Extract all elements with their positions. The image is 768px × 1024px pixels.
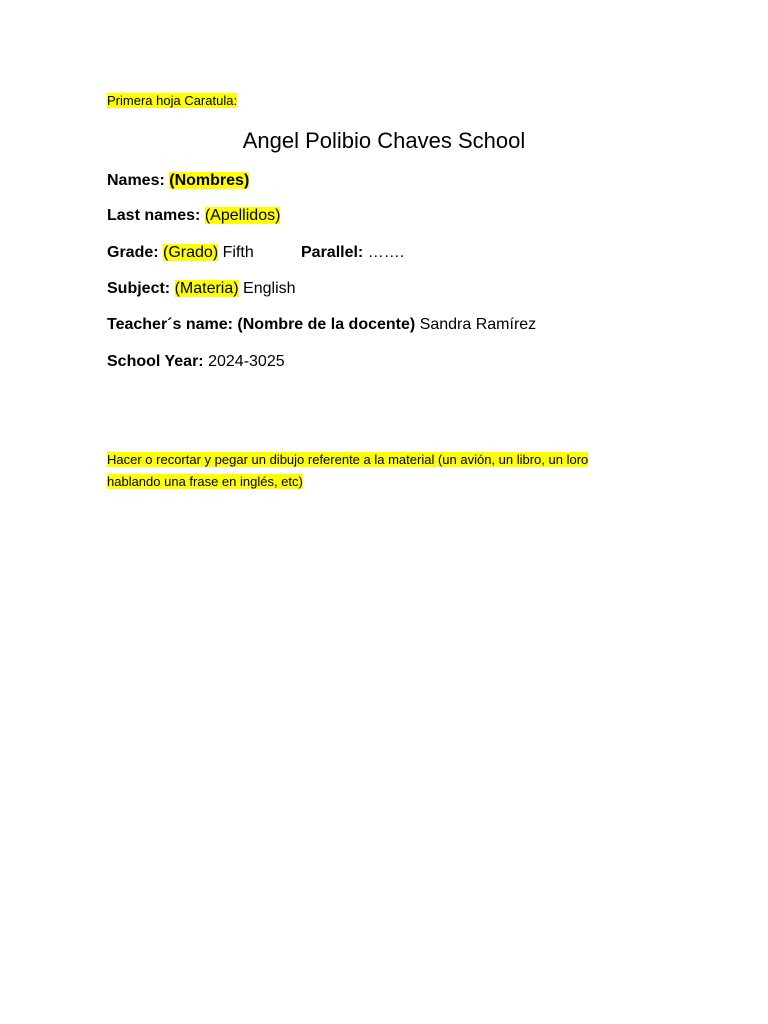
bottom-note (107, 449, 667, 493)
teacher-value: Sandra Ramírez (419, 316, 537, 333)
parallel-field (301, 241, 404, 265)
grade-placeholder: (Grado) (163, 244, 219, 261)
subject-placeholder: (Materia) (174, 280, 239, 297)
top-note-text: Primera hoja Caratula: (107, 93, 238, 108)
school-year-field (107, 350, 285, 374)
teacher-field (107, 313, 536, 337)
grade-field (107, 241, 254, 265)
top-note (107, 92, 237, 110)
names-field (107, 169, 249, 193)
bottom-note-line-1: Hacer o recortar y pegar un dibujo referente a la material (un avión, un libro, un loro (107, 452, 589, 467)
bottom-note-line-2: hablando una frase en inglés, etc) (107, 474, 303, 489)
teacher-label: Teacher´s name: (Nombre de la docente) (107, 316, 416, 333)
last-names-field (107, 204, 280, 228)
last-names-label: Last names: (107, 207, 201, 224)
grade-label: Grade: (107, 244, 159, 261)
grade-value: Fifth (222, 244, 254, 261)
parallel-label: Parallel: (301, 244, 364, 261)
document-title: Angel Polibio Chaves School (242, 128, 526, 153)
names-placeholder: (Nombres) (169, 172, 250, 189)
parallel-value: ……. (367, 244, 405, 261)
names-label: Names: (107, 172, 165, 189)
subject-field (107, 277, 296, 301)
school-year-label: School Year: (107, 353, 204, 370)
subject-value: English (243, 280, 296, 297)
subject-label: Subject: (107, 280, 171, 297)
school-year-value: 2024-3025 (208, 353, 285, 370)
last-names-placeholder: (Apellidos) (204, 207, 281, 224)
